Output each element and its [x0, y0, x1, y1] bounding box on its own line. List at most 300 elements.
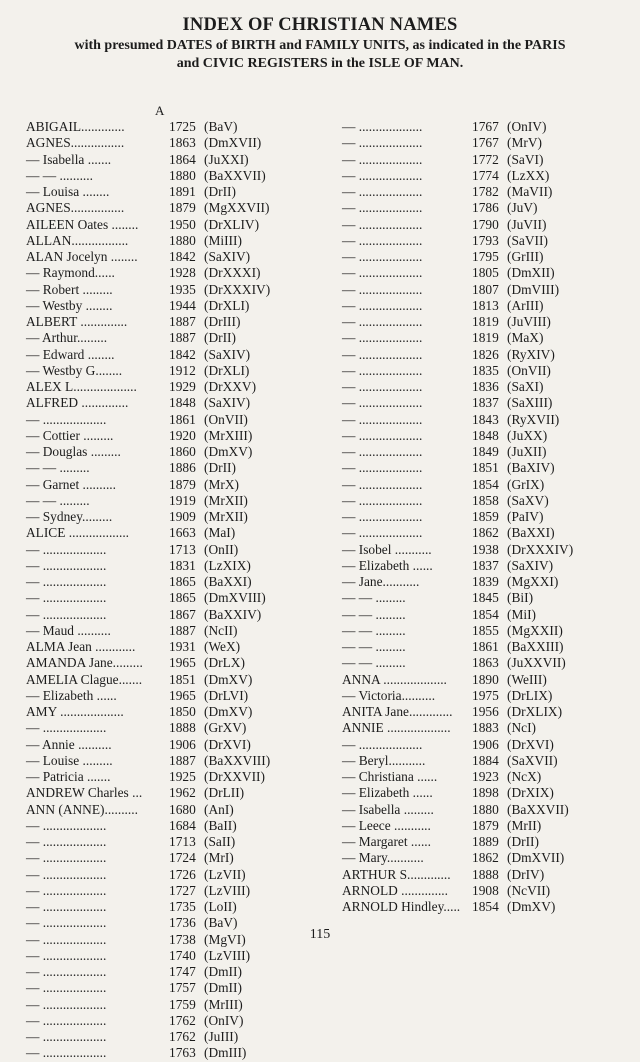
entry-family-code: (LzXX): [507, 167, 550, 183]
entry-name: — Raymond......: [26, 265, 115, 281]
index-entry: [342, 509, 632, 525]
entry-family-code: (DrXLI): [204, 297, 250, 313]
entry-family-code: (RyXIV): [507, 346, 555, 362]
entry-year: 1738: [169, 931, 196, 947]
entry-year: 1713: [169, 541, 196, 557]
index-entry: [26, 720, 326, 736]
entry-year: 1880: [169, 167, 196, 183]
entry-family-code: (BaXXIV): [204, 606, 262, 622]
entry-name: — — .........: [342, 639, 406, 654]
entry-year: 1912: [169, 362, 196, 378]
entry-name: ANN (ANNE)..........: [26, 801, 138, 817]
entry-year: 1965: [169, 687, 196, 703]
entry-name: — Arthur.........: [26, 330, 108, 346]
entry-year: 1928: [169, 265, 196, 281]
entry-year: 1860: [169, 444, 196, 459]
entry-family-code: (MiI): [507, 606, 537, 622]
entry-name: — Isabella .........: [342, 801, 434, 817]
index-entry: [342, 347, 632, 363]
entry-year: 1886: [169, 460, 196, 476]
entry-year: 1762: [169, 1012, 196, 1028]
index-entry: [342, 867, 632, 883]
entry-name: — ...................: [342, 135, 423, 151]
entry-family-code: (JuXXI): [204, 151, 249, 167]
entry-name: — Patricia .......: [26, 769, 111, 784]
entry-year: 1757: [169, 980, 196, 996]
entry-name: AMELIA Clague.......: [26, 671, 143, 687]
entry-year: 1931: [169, 639, 196, 654]
entry-family-code: (DrLII): [204, 785, 245, 801]
index-entry: [342, 720, 632, 736]
entry-year: 1891: [169, 184, 196, 199]
entry-year: 1887: [169, 330, 196, 346]
entry-name: — ...................: [342, 509, 423, 524]
entry-family-code: (DrXVI): [204, 736, 251, 752]
entry-family-code: (DmIII): [204, 1045, 247, 1061]
index-entry: [26, 168, 326, 184]
entry-year: 1819: [472, 314, 499, 329]
index-entry: [26, 265, 326, 281]
entry-name: — Victoria..........: [342, 687, 436, 703]
entry-year: 1736: [169, 915, 196, 931]
entry-name: — ...................: [26, 411, 107, 427]
index-entry: [26, 639, 326, 655]
index-entry: [26, 233, 326, 249]
entry-name: ARNOLD ..............: [342, 882, 449, 898]
entry-name: — ...................: [26, 931, 107, 947]
entry-family-code: (DrII): [507, 834, 539, 849]
entry-year: 1727: [169, 882, 196, 898]
entry-family-code: (DrLIX): [507, 687, 553, 703]
entry-family-code: (JuV): [507, 200, 538, 216]
entry-year: 1831: [169, 557, 196, 573]
entry-name: — ...................: [342, 297, 423, 313]
entry-family-code: (GrXV): [204, 720, 247, 736]
entry-family-code: (DrXXXIV): [507, 541, 574, 557]
entry-name: AILEEN Oates ........: [26, 216, 139, 232]
index-entry: [26, 1013, 326, 1029]
index-entry: [342, 623, 632, 639]
entry-year: 1790: [472, 216, 499, 232]
entry-family-code: (JuXII): [507, 444, 547, 459]
index-entry: [342, 168, 632, 184]
index-entry: [342, 412, 632, 428]
entry-family-code: (BaXXI): [507, 525, 555, 541]
entry-name: — ...................: [26, 574, 107, 589]
left-column: [26, 119, 326, 1062]
entry-family-code: (LzVII): [204, 866, 246, 882]
index-entry: [342, 639, 632, 655]
entry-family-code: (MrI): [204, 850, 234, 866]
entry-family-code: (OnVII): [204, 411, 248, 427]
entry-year: 1975: [472, 687, 499, 703]
entry-family-code: (SaXIV): [507, 557, 554, 573]
entry-year: 1762: [169, 1029, 196, 1044]
entry-year: 1747: [169, 964, 196, 979]
entry-year: 1887: [169, 752, 196, 768]
entry-family-code: (DmXV): [204, 444, 253, 459]
entry-family-code: (OnII): [204, 541, 239, 557]
entry-family-code: (MgXXVII): [204, 200, 270, 216]
index-entry: [342, 883, 632, 899]
entry-family-code: (MiIII): [204, 232, 242, 248]
entry-name: — — .........: [342, 622, 406, 638]
index-entry: [26, 412, 326, 428]
entry-family-code: (MrXIII): [204, 427, 253, 443]
index-entry: [342, 818, 632, 834]
entry-family-code: (DrLX): [204, 655, 245, 671]
entry-family-code: (OnIV): [204, 1012, 244, 1028]
index-entry: [26, 363, 326, 379]
index-entry: [342, 753, 632, 769]
entry-family-code: (RyXVII): [507, 411, 560, 427]
entry-family-code: (SaXI): [507, 379, 544, 394]
entry-name: — — ..........: [26, 167, 93, 183]
entry-year: 1851: [169, 671, 196, 687]
entry-year: 1879: [472, 817, 499, 833]
entry-year: 1879: [169, 476, 196, 492]
index-entry: [26, 525, 326, 541]
entry-family-code: (DmXVII): [204, 135, 262, 151]
entry-name: — ...................: [342, 167, 423, 183]
entry-year: 1849: [472, 444, 499, 459]
index-entry: [342, 233, 632, 249]
entry-name: — ...................: [342, 411, 423, 427]
entry-family-code: (BaXXVIII): [204, 752, 271, 768]
entry-year: 1759: [169, 996, 196, 1012]
entry-name: — — .........: [26, 460, 90, 476]
index-entry: [26, 704, 326, 720]
index-entry: [26, 623, 326, 639]
entry-name: AGNES................: [26, 135, 125, 151]
entry-family-code: (DmXVII): [507, 850, 565, 866]
entry-name: — ...................: [26, 899, 107, 914]
page-subtitle: [20, 37, 620, 73]
entry-name: ALEX L...................: [26, 379, 137, 394]
entry-name: — ...................: [342, 346, 423, 362]
entry-name: — ...................: [342, 525, 423, 541]
entry-family-code: (LzVIII): [204, 882, 251, 898]
index-entry: [26, 1045, 326, 1061]
entry-name: — ...................: [342, 444, 423, 459]
index-entry: [26, 184, 326, 200]
index-entry: [26, 655, 326, 671]
entry-year: 1854: [472, 476, 499, 492]
entry-name: ALICE ..................: [26, 525, 130, 541]
index-entry: [342, 590, 632, 606]
index-entry: [342, 477, 632, 493]
index-entry: [26, 395, 326, 411]
entry-name: — Elizabeth ......: [342, 785, 433, 801]
entry-name: — ...................: [26, 866, 107, 882]
entry-family-code: (MaI): [204, 525, 236, 541]
entry-year: 1763: [169, 1045, 196, 1061]
entry-family-code: (DrII): [204, 184, 236, 199]
entry-name: ALFRED ..............: [26, 395, 129, 411]
entry-family-code: (OnVII): [507, 362, 551, 378]
entry-family-code: (BaXIV): [507, 460, 555, 476]
index-entry: [342, 574, 632, 590]
index-entry: [342, 265, 632, 281]
entry-name: — ...................: [342, 736, 423, 752]
entry-family-code: (DmXV): [507, 899, 556, 914]
entry-name: — Isobel ...........: [342, 541, 432, 557]
entry-year: 1842: [169, 346, 196, 362]
index-entry: [26, 477, 326, 493]
entry-year: 1684: [169, 817, 196, 833]
entry-family-code: (PaIV): [507, 509, 544, 524]
page-number: 115: [309, 927, 331, 942]
entry-year: 1726: [169, 866, 196, 882]
entry-family-code: (DrXXXI): [204, 265, 261, 281]
entry-name: — Westby ........: [26, 297, 113, 313]
entry-name: — ...................: [342, 184, 423, 199]
entry-family-code: (JuVII): [507, 216, 547, 232]
entry-year: 1680: [169, 801, 196, 817]
entry-family-code: (BaII): [204, 817, 237, 833]
entry-family-code: (GrIX): [507, 476, 545, 492]
entry-name: — Beryl...........: [342, 752, 426, 768]
index-entry: [342, 672, 632, 688]
entry-family-code: (DrXIX): [507, 785, 554, 801]
entry-name: — ...................: [26, 996, 107, 1012]
entry-year: 1906: [169, 736, 196, 752]
subtitle-line-2: and CIVIC REGISTERS in the ISLE OF MAN.: [176, 56, 464, 71]
entry-family-code: (DmXII): [507, 265, 555, 281]
entry-name: — ...................: [342, 281, 423, 297]
entry-family-code: (SaVII): [507, 232, 548, 248]
index-entry: [342, 607, 632, 623]
entry-year: 1851: [472, 460, 499, 476]
entry-year: 1767: [472, 135, 499, 151]
index-entry: [26, 217, 326, 233]
entry-year: 1854: [472, 899, 499, 914]
entry-family-code: (BaV): [204, 915, 238, 931]
entry-family-code: (SaII): [204, 834, 236, 849]
entry-year: 1782: [472, 184, 499, 199]
index-entry: [26, 997, 326, 1013]
entry-year: 1867: [169, 606, 196, 622]
entry-year: 1865: [169, 574, 196, 589]
entry-name: — Cottier .........: [26, 427, 114, 443]
index-entry: [26, 834, 326, 850]
entry-year: 1843: [472, 411, 499, 427]
index-entry: [26, 509, 326, 525]
entry-name: — ...................: [342, 249, 423, 264]
entry-family-code: (LzXIX): [204, 557, 251, 573]
entry-name: — Robert .........: [26, 281, 113, 297]
entry-year: 1919: [169, 492, 196, 508]
index-entry: [26, 347, 326, 363]
index-entry: [342, 737, 632, 753]
entry-name: — — .........: [26, 492, 90, 508]
index-entry: [342, 704, 632, 720]
entry-year: 1865: [169, 590, 196, 606]
entry-year: 1848: [169, 395, 196, 411]
entry-year: 1863: [472, 655, 499, 671]
entry-name: — ...................: [342, 460, 423, 476]
index-entry: [26, 119, 326, 135]
index-entry: [26, 964, 326, 980]
entry-family-code: (DrXLIX): [507, 704, 563, 719]
entry-family-code: (DmVIII): [507, 281, 560, 297]
index-entry: [26, 1029, 326, 1045]
index-entry: [26, 330, 326, 346]
entry-year: 1863: [169, 135, 196, 151]
entry-year: 1862: [472, 525, 499, 541]
entry-family-code: (JuVIII): [507, 314, 551, 329]
entry-name: AGNES................: [26, 200, 125, 216]
entry-name: — ...................: [342, 379, 423, 394]
entry-name: ANITA Jane.............: [342, 704, 453, 719]
entry-year: 1944: [169, 297, 196, 313]
index-entry: [342, 444, 632, 460]
entry-name: — Louise .........: [26, 752, 113, 768]
entry-year: 1663: [169, 525, 196, 541]
entry-family-code: (DrIV): [507, 866, 545, 882]
index-entry: [342, 558, 632, 574]
entry-name: ANDREW Charles ...: [26, 785, 143, 801]
entry-family-code: (SaXV): [507, 492, 549, 508]
entry-name: — ...................: [342, 200, 423, 216]
entry-year: 1890: [472, 671, 499, 687]
entry-name: — ...................: [26, 964, 107, 979]
entry-name: — ...................: [342, 427, 423, 443]
entry-name: ALAN Jocelyn ........: [26, 249, 138, 264]
entry-year: 1850: [169, 704, 196, 719]
entry-family-code: (JuXX): [507, 427, 548, 443]
entry-name: ABIGAIL.............: [26, 119, 125, 134]
index-entry: [342, 200, 632, 216]
entry-year: 1925: [169, 769, 196, 784]
entry-name: — ...................: [342, 232, 423, 248]
index-entry: [26, 818, 326, 834]
entry-year: 1862: [472, 850, 499, 866]
index-entry: [342, 119, 632, 135]
index-entry: [342, 542, 632, 558]
entry-name: — ...................: [26, 915, 107, 931]
entry-family-code: (BaXXVII): [204, 167, 266, 183]
entry-name: — Margaret ......: [342, 834, 432, 849]
entry-family-code: (NcX): [507, 769, 542, 784]
index-entry: [342, 330, 632, 346]
entry-year: 1826: [472, 346, 499, 362]
entry-family-code: (BaXXVII): [507, 801, 569, 817]
entry-name: — ...................: [26, 817, 107, 833]
index-entry: [342, 655, 632, 671]
entry-family-code: (DrXLIV): [204, 216, 260, 232]
entry-year: 1767: [472, 119, 499, 134]
entry-name: — Maud ..........: [26, 622, 111, 638]
index-entry: [26, 444, 326, 460]
entry-name: — ...................: [26, 590, 107, 606]
index-entry: [342, 135, 632, 151]
entry-year: 1879: [169, 200, 196, 216]
entry-family-code: (DrII): [204, 330, 236, 346]
index-entry: [26, 558, 326, 574]
entry-year: 1735: [169, 899, 196, 914]
index-entry: [26, 574, 326, 590]
entry-name: — Leece ...........: [342, 817, 431, 833]
entry-family-code: (BaXXI): [204, 574, 252, 589]
entry-family-code: (MrIII): [204, 996, 243, 1012]
entry-name: — ...................: [342, 119, 423, 134]
index-entry: [342, 152, 632, 168]
index-entry: [26, 200, 326, 216]
entry-family-code: (AnI): [204, 801, 234, 817]
entry-family-code: (NcI): [507, 720, 536, 736]
index-entry: [26, 379, 326, 395]
entry-year: 1837: [472, 395, 499, 411]
index-entry: [26, 769, 326, 785]
index-entry: [342, 298, 632, 314]
entry-family-code: (DmXV): [204, 704, 253, 719]
entry-family-code: (DmII): [204, 964, 242, 979]
index-entry: [26, 802, 326, 818]
entry-family-code: (JuIII): [204, 1029, 239, 1044]
entry-year: 1888: [472, 866, 499, 882]
entry-year: 1819: [472, 330, 499, 346]
entry-name: AMY ...................: [26, 704, 124, 719]
entry-family-code: (MgXXII): [507, 622, 563, 638]
entry-name: — ...................: [26, 1045, 107, 1061]
entry-name: — ...................: [342, 362, 423, 378]
entry-name: — Sydney.........: [26, 509, 113, 524]
entry-family-code: (DrXVI): [507, 736, 554, 752]
index-entry: [342, 217, 632, 233]
entry-name: — Isabella .......: [26, 151, 112, 167]
entry-year: 1906: [472, 736, 499, 752]
index-entry: [26, 542, 326, 558]
entry-family-code: (DmXVIII): [204, 590, 266, 606]
entry-name: — Douglas .........: [26, 444, 121, 459]
index-entry: [342, 282, 632, 298]
index-entry: [26, 980, 326, 996]
entry-year: 1725: [169, 119, 196, 134]
entry-year: 1923: [472, 769, 499, 784]
entry-name: — Westby G........: [26, 362, 123, 378]
entry-family-code: (LzVIII): [204, 947, 251, 963]
right-column: [342, 119, 632, 915]
entry-name: — ...................: [26, 606, 107, 622]
entry-family-code: (SaXIV): [204, 395, 251, 411]
entry-name: — ...................: [26, 1012, 107, 1028]
entry-year: 1938: [472, 541, 499, 557]
entry-family-code: (MrII): [507, 817, 542, 833]
entry-family-code: (DrII): [204, 460, 236, 476]
index-entry: [342, 184, 632, 200]
entry-name: ANNIE ...................: [342, 720, 451, 736]
page-title: INDEX OF CHRISTIAN NAMES: [182, 15, 458, 35]
entry-family-code: (JuXXVII): [507, 655, 566, 671]
index-entry: [26, 590, 326, 606]
entry-name: — ...................: [342, 492, 423, 508]
entry-year: 1887: [169, 622, 196, 638]
entry-year: 1887: [169, 314, 196, 329]
entry-name: — — .........: [342, 655, 406, 671]
index-entry: [26, 785, 326, 801]
entry-family-code: (SaXIV): [204, 346, 251, 362]
entry-name: — Mary...........: [342, 850, 424, 866]
index-entry: [342, 249, 632, 265]
index-entry: [342, 493, 632, 509]
index-entry: [26, 672, 326, 688]
index-entry: [26, 737, 326, 753]
index-entry: [26, 493, 326, 509]
entry-name: — ...................: [26, 1029, 107, 1044]
entry-year: 1848: [472, 427, 499, 443]
entry-year: 1864: [169, 151, 196, 167]
